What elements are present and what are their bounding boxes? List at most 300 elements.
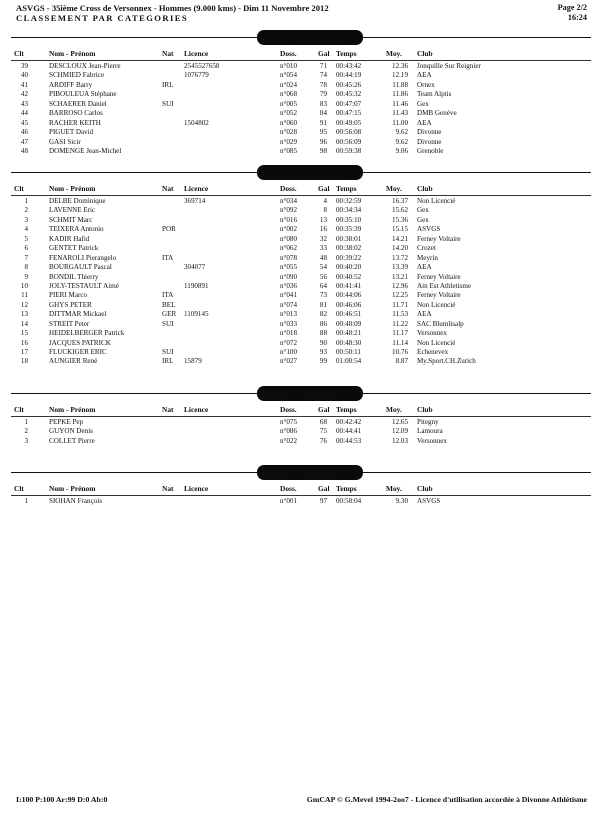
- cell-doss: n°055: [280, 263, 298, 272]
- header-rule: [11, 60, 591, 61]
- cell-doss: n°029: [280, 137, 298, 146]
- cell-clt: 13: [20, 310, 28, 319]
- cell-licence: 1076779: [184, 71, 209, 80]
- cell-clt: 15: [20, 329, 28, 338]
- cell-name: TEIXERA Antonio: [49, 225, 104, 234]
- cell-clt: 43: [20, 99, 28, 108]
- table-row: [0, 206, 595, 215]
- column-header-clt: Clt: [14, 184, 24, 193]
- cell-doss: n°010: [280, 62, 298, 70]
- cell-club: My.Sport.CH.Zurich: [417, 357, 476, 366]
- category-title: Vétéran 4 - MASCULIN: [262, 472, 340, 481]
- cell-name: SIOHAN François: [49, 497, 103, 505]
- cell-temps: 00:42:42: [336, 418, 362, 426]
- cell-temps: 00:40:20: [336, 263, 362, 272]
- cell-licence: 1504802: [184, 118, 209, 127]
- cell-gal: 79: [319, 90, 327, 99]
- cell-gal: 73: [319, 291, 327, 300]
- cell-club: Non Licencié: [417, 338, 456, 347]
- cell-doss: n°074: [280, 300, 298, 309]
- cell-moy: 11.46: [392, 99, 408, 108]
- cell-moy: 13.72: [392, 253, 408, 262]
- cell-club: Ferney Voltaire: [417, 234, 461, 243]
- cell-clt: 5: [24, 234, 28, 243]
- column-header-temps: Temps: [336, 184, 357, 193]
- cell-gal: 84: [319, 109, 327, 118]
- cell-club: Versonnex: [417, 329, 447, 338]
- print-time: 16:24: [567, 13, 587, 22]
- cell-clt: 4: [24, 225, 28, 234]
- cell-clt: 41: [20, 80, 28, 89]
- cell-moy: 11.14: [392, 338, 408, 347]
- cell-doss: n°078: [280, 253, 298, 262]
- column-header-row: [0, 183, 595, 195]
- cell-temps: 00:58:04: [336, 497, 362, 505]
- column-header-moy: Moy.: [386, 405, 402, 414]
- category-header: [0, 28, 595, 48]
- cell-clt: 8: [24, 263, 28, 272]
- cell-temps: 00:47:07: [336, 99, 362, 108]
- category-section: [0, 384, 595, 446]
- header-rule: [11, 195, 591, 196]
- cell-doss: n°034: [280, 197, 298, 205]
- column-header-nat: Nat: [162, 484, 174, 493]
- cell-temps: 00:44:06: [336, 291, 362, 300]
- cell-moy: 11.43: [392, 109, 408, 118]
- cell-nat: IRL: [162, 80, 174, 89]
- cell-temps: 00:46:06: [336, 300, 362, 309]
- cell-temps: 00:35:39: [336, 225, 362, 234]
- cell-temps: 00:32:59: [336, 197, 362, 205]
- cell-moy: 11.88: [392, 80, 408, 89]
- cell-name: LAVENNE Eric: [49, 206, 96, 215]
- cell-gal: 75: [319, 427, 327, 436]
- cell-doss: n°052: [280, 109, 298, 118]
- cell-moy: 8.87: [395, 357, 408, 366]
- column-header-licence: Licence: [184, 184, 209, 193]
- cell-temps: 00:56:09: [336, 137, 362, 146]
- column-header-nat: Nat: [162, 49, 174, 58]
- table-row: [0, 128, 595, 137]
- column-header-club: Club: [417, 49, 433, 58]
- cell-temps: 00:50:11: [336, 348, 361, 356]
- cell-doss: n°062: [280, 244, 298, 253]
- category-section: [0, 163, 595, 367]
- cell-club: Non Licencié: [417, 197, 456, 205]
- cell-name: SCHMIED Fabrice: [49, 71, 104, 80]
- column-header-row: [0, 483, 595, 495]
- table-row: [0, 225, 595, 234]
- cell-name: BONDIL Thierry: [49, 272, 99, 281]
- cell-doss: n°068: [280, 90, 298, 99]
- table-row: [0, 138, 595, 147]
- category-title: Vétéran 2 - MASCULIN: [262, 172, 340, 181]
- cell-doss: n°016: [280, 215, 298, 224]
- column-header-nat: Nat: [162, 405, 174, 414]
- column-header-moy: Moy.: [386, 184, 402, 193]
- cell-name: FLUCKIGER ERIC: [49, 348, 107, 356]
- column-header-clt: Clt: [14, 484, 24, 493]
- cell-club: Versonnex: [417, 436, 447, 445]
- cell-clt: 14: [20, 319, 28, 328]
- cell-name: GHYS PETER: [49, 300, 92, 309]
- cell-doss: n°054: [280, 71, 298, 80]
- cell-temps: 00:46:51: [336, 310, 362, 319]
- cell-doss: n°085: [280, 146, 298, 155]
- cell-licence: 304077: [184, 263, 206, 272]
- cell-moy: 12.65: [392, 418, 408, 426]
- table-row: [0, 81, 595, 90]
- cell-gal: 8: [323, 206, 327, 215]
- cell-name: DOMENGE Jean-Michel: [49, 146, 122, 155]
- cell-temps: 00:39:22: [336, 253, 362, 262]
- cell-name: DESCLOUX Jean-Pierre: [49, 62, 121, 70]
- cell-licence: 2545527658: [184, 62, 220, 70]
- cell-doss: n°018: [280, 329, 298, 338]
- cell-club: AEA: [417, 71, 432, 80]
- column-header-club: Club: [417, 405, 433, 414]
- category-title: Vétéran 3 - MASCULIN: [262, 393, 340, 402]
- table-row: [0, 301, 595, 310]
- cell-club: Meyrin: [417, 253, 438, 262]
- cell-gal: 78: [319, 80, 327, 89]
- cell-nat: IRL: [162, 357, 174, 366]
- cell-club: Lamoura: [417, 427, 443, 436]
- column-header-row: [0, 404, 595, 416]
- cell-club: SAC Blumlisalp: [417, 319, 464, 328]
- cell-name: RACHER KEITH: [49, 118, 101, 127]
- table-row: [0, 90, 595, 99]
- cell-name: JOLY-TESTAULT Aimé: [49, 281, 119, 290]
- cell-gal: 16: [319, 225, 327, 234]
- column-header-gal: Gal: [318, 49, 330, 58]
- column-header-moy: Moy.: [386, 49, 402, 58]
- column-header-club: Club: [417, 484, 433, 493]
- cell-doss: n°086: [280, 427, 298, 436]
- cell-moy: 12.03: [392, 436, 408, 445]
- column-header-temps: Temps: [336, 484, 357, 493]
- cell-club: Ferney Voltaire: [417, 272, 461, 281]
- cell-temps: 00:45:32: [336, 90, 362, 99]
- column-header-doss: Doss.: [280, 184, 297, 193]
- cell-doss: n°072: [280, 338, 298, 347]
- cell-clt: 48: [20, 146, 28, 155]
- cell-moy: 12.25: [392, 291, 408, 300]
- cell-doss: n°090: [280, 272, 298, 281]
- cell-doss: n°060: [280, 118, 298, 127]
- cell-gal: 95: [319, 128, 327, 137]
- cell-gal: 98: [319, 146, 327, 155]
- cell-moy: 11.71: [392, 300, 408, 309]
- table-row: [0, 339, 595, 348]
- cell-name: STREIT Peter: [49, 319, 90, 328]
- cell-gal: 68: [319, 418, 327, 426]
- cell-club: DMB Genève: [417, 109, 457, 118]
- column-header-name: Nom - Prénom: [49, 484, 96, 493]
- cell-club: ASVGS: [417, 497, 441, 505]
- cell-nat: POR: [162, 225, 176, 234]
- cell-club: Gex: [417, 215, 429, 224]
- cell-gal: 64: [319, 281, 327, 290]
- cell-moy: 9.06: [395, 146, 408, 155]
- cell-gal: 90: [319, 338, 327, 347]
- table-row: [0, 497, 595, 506]
- cell-temps: 00:44:53: [336, 436, 362, 445]
- cell-doss: n°027: [280, 357, 298, 366]
- column-header-gal: Gal: [318, 405, 330, 414]
- cell-gal: 86: [319, 319, 327, 328]
- cell-temps: 00:44:41: [336, 427, 362, 436]
- footer-credit: GmCAP © G.Mevel 1994-2oo7 - Licence d'utilisation accordée à Divonne Athlétisme: [306, 795, 587, 804]
- column-header-licence: Licence: [184, 484, 209, 493]
- column-header-club: Club: [417, 184, 433, 193]
- category-header: [0, 384, 595, 404]
- cell-clt: 44: [20, 109, 28, 118]
- cell-club: Echenevex: [417, 348, 449, 356]
- column-header-temps: Temps: [336, 405, 357, 414]
- cell-doss: n°022: [280, 436, 298, 445]
- cell-gal: 99: [319, 357, 327, 366]
- table-row: [0, 427, 595, 436]
- cell-gal: 93: [319, 348, 327, 356]
- cell-clt: 16: [20, 338, 28, 347]
- column-header-licence: Licence: [184, 405, 209, 414]
- cell-nat: GER: [162, 310, 177, 319]
- table-row: [0, 437, 595, 446]
- category-title: Vétéran 1 - MASCULIN: [262, 37, 340, 46]
- cell-doss: n°028: [280, 128, 298, 137]
- cell-doss: n°036: [280, 281, 298, 290]
- cell-moy: 10.76: [392, 348, 408, 356]
- column-header-nat: Nat: [162, 184, 174, 193]
- cell-clt: 9: [24, 272, 28, 281]
- cell-club: AEA: [417, 310, 432, 319]
- cell-clt: 45: [20, 118, 28, 127]
- footer-stats: I:100 P:100 Ar:99 D:0 Ab:0: [16, 795, 108, 804]
- cell-name: BARROSO Carlos: [49, 109, 103, 118]
- table-row: [0, 320, 595, 329]
- table-row: [0, 244, 595, 253]
- table-row: [0, 282, 595, 291]
- cell-doss: n°024: [280, 80, 298, 89]
- cell-temps: 00:56:08: [336, 128, 362, 137]
- column-header-row: [0, 48, 595, 60]
- cell-gal: 74: [319, 71, 327, 80]
- cell-temps: 00:34:34: [336, 206, 362, 215]
- cell-moy: 11.22: [392, 319, 408, 328]
- cell-temps: 00:40:52: [336, 272, 362, 281]
- cell-moy: 11.53: [392, 310, 408, 319]
- table-row: [0, 197, 595, 206]
- column-header-doss: Doss.: [280, 49, 297, 58]
- cell-gal: 71: [319, 62, 327, 70]
- cell-clt: 7: [24, 253, 28, 262]
- cell-club: Divonne: [417, 128, 442, 137]
- cell-temps: 00:45:26: [336, 80, 362, 89]
- document-subtitle: CLASSEMENT PAR CATEGORIES: [16, 13, 189, 23]
- cell-gal: 91: [319, 118, 327, 127]
- cell-name: GUYON Denis: [49, 427, 93, 436]
- cell-name: FENAROLI Pierangelo: [49, 253, 117, 262]
- cell-temps: 00:47:15: [336, 109, 362, 118]
- table-row: [0, 71, 595, 80]
- cell-doss: n°075: [280, 418, 298, 426]
- cell-moy: 9.62: [395, 137, 408, 146]
- cell-name: GASI Sicir: [49, 137, 81, 146]
- column-header-name: Nom - Prénom: [49, 184, 96, 193]
- cell-moy: 9.62: [395, 128, 408, 137]
- column-header-temps: Temps: [336, 49, 357, 58]
- cell-clt: 40: [20, 71, 28, 80]
- category-section: [0, 28, 595, 156]
- cell-doss: n°013: [280, 310, 298, 319]
- cell-temps: 00:38:01: [336, 234, 362, 243]
- cell-clt: 2: [24, 206, 28, 215]
- cell-temps: 00:49:05: [336, 118, 362, 127]
- cell-club: Gex: [417, 99, 429, 108]
- page-number: Page 2/2: [557, 3, 587, 12]
- cell-clt: 3: [24, 215, 28, 224]
- header-rule: [11, 495, 591, 496]
- cell-nat: ITA: [162, 291, 174, 300]
- column-header-licence: Licence: [184, 49, 209, 58]
- cell-club: Crozet: [417, 244, 436, 253]
- cell-doss: n°100: [280, 348, 298, 356]
- cell-gal: 82: [319, 310, 327, 319]
- cell-moy: 15.62: [392, 206, 408, 215]
- cell-name: PIERI Marco: [49, 291, 88, 300]
- cell-name: COLLET Pierre: [49, 436, 95, 445]
- cell-clt: 39: [20, 62, 28, 70]
- column-header-clt: Clt: [14, 405, 24, 414]
- cell-nat: SUI: [162, 348, 174, 356]
- cell-club: ASVGS: [417, 225, 441, 234]
- cell-club: AEA: [417, 263, 432, 272]
- cell-name: GENTET Patrick: [49, 244, 99, 253]
- cell-gal: 96: [319, 137, 327, 146]
- cell-moy: 15.15: [392, 225, 408, 234]
- cell-temps: 00:48:21: [336, 329, 362, 338]
- cell-club: Ornex: [417, 80, 435, 89]
- column-header-name: Nom - Prénom: [49, 405, 96, 414]
- cell-clt: 12: [20, 300, 28, 309]
- cell-club: Divonne: [417, 137, 442, 146]
- cell-doss: n°041: [280, 291, 298, 300]
- cell-moy: 15.36: [392, 215, 408, 224]
- table-row: [0, 357, 595, 366]
- table-row: [0, 100, 595, 109]
- cell-name: HEIDELBERGER Patrick: [49, 329, 125, 338]
- cell-club: Grenoble: [417, 146, 444, 155]
- cell-gal: 83: [319, 99, 327, 108]
- column-header-name: Nom - Prénom: [49, 49, 96, 58]
- cell-club: Jonquille Sur Reignier: [417, 62, 481, 70]
- cell-clt: 46: [20, 128, 28, 137]
- column-header-clt: Clt: [14, 49, 24, 58]
- cell-name: SCHMIT Marc: [49, 215, 93, 224]
- cell-moy: 12.96: [392, 281, 408, 290]
- table-row: [0, 119, 595, 128]
- cell-gal: 13: [319, 215, 327, 224]
- cell-name: JACQUES PATRICK: [49, 338, 111, 347]
- cell-temps: 00:41:41: [336, 281, 362, 290]
- column-header-gal: Gal: [318, 484, 330, 493]
- cell-name: BOURGAULT Pascal: [49, 263, 112, 272]
- cell-gal: 81: [319, 300, 327, 309]
- table-row: [0, 310, 595, 319]
- table-row: [0, 348, 595, 357]
- category-section: [0, 463, 595, 506]
- cell-moy: 14.21: [392, 234, 408, 243]
- cell-moy: 11.00: [392, 118, 408, 127]
- cell-clt: 42: [20, 90, 28, 99]
- cell-name: PIBOULEUA Stéphane: [49, 90, 117, 99]
- cell-doss: n°005: [280, 99, 298, 108]
- cell-temps: 00:35:10: [336, 215, 362, 224]
- cell-temps: 00:48:30: [336, 338, 362, 347]
- cell-name: ARDIFF Barry: [49, 80, 93, 89]
- cell-club: Pitegny: [417, 418, 439, 426]
- cell-gal: 32: [319, 234, 327, 243]
- cell-moy: 13.39: [392, 263, 408, 272]
- cell-club: Ferney Voltaire: [417, 291, 461, 300]
- header-rule: [11, 416, 591, 417]
- table-row: [0, 147, 595, 156]
- cell-moy: 11.17: [392, 329, 408, 338]
- cell-clt: 17: [20, 348, 28, 356]
- table-row: [0, 216, 595, 225]
- table-row: [0, 254, 595, 263]
- cell-moy: 9.30: [395, 497, 408, 505]
- table-row: [0, 263, 595, 272]
- cell-licence: 1190891: [184, 281, 209, 290]
- cell-temps: 00:38:02: [336, 244, 362, 253]
- table-row: [0, 62, 595, 71]
- cell-club: Ain Est Athletisme: [417, 281, 471, 290]
- cell-moy: 12.19: [392, 71, 408, 80]
- cell-doss: n°080: [280, 234, 298, 243]
- cell-doss: n°001: [280, 497, 298, 505]
- cell-name: DELBE Dominique: [49, 197, 106, 205]
- cell-clt: 1: [24, 418, 28, 426]
- cell-temps: 00:48:09: [336, 319, 362, 328]
- cell-doss: n°092: [280, 206, 298, 215]
- cell-moy: 11.86: [392, 90, 408, 99]
- cell-clt: 1: [24, 197, 28, 205]
- table-row: [0, 418, 595, 427]
- cell-nat: SUI: [162, 319, 174, 328]
- cell-gal: 97: [319, 497, 327, 505]
- cell-gal: 54: [319, 263, 327, 272]
- table-row: [0, 235, 595, 244]
- cell-name: AUNGIER René: [49, 357, 98, 366]
- cell-gal: 88: [319, 329, 327, 338]
- cell-clt: 18: [20, 357, 28, 366]
- table-row: [0, 273, 595, 282]
- cell-clt: 2: [24, 427, 28, 436]
- cell-moy: 12.09: [392, 427, 408, 436]
- cell-club: Non Licencié: [417, 300, 456, 309]
- cell-temps: 00:44:19: [336, 71, 362, 80]
- cell-clt: 47: [20, 137, 28, 146]
- cell-gal: 48: [319, 253, 327, 262]
- cell-name: PIGUET David: [49, 128, 94, 137]
- column-header-doss: Doss.: [280, 405, 297, 414]
- category-header: [0, 163, 595, 183]
- column-header-doss: Doss.: [280, 484, 297, 493]
- cell-club: Gex: [417, 206, 429, 215]
- category-header: [0, 463, 595, 483]
